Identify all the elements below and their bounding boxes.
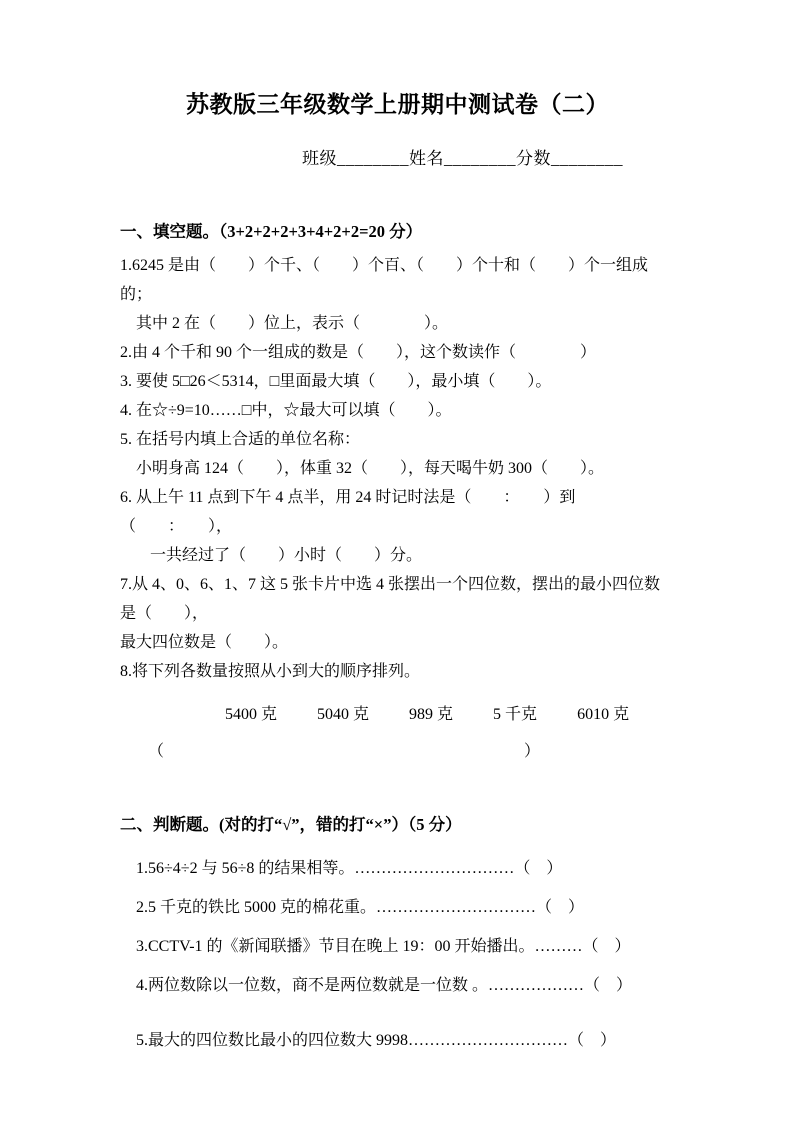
question-6-line-2: 一共经过了（ ）小时（ ）分。 xyxy=(150,547,423,564)
section2-heading: 二、判断题。(对的打“√”，错的打“×”）（5 分） xyxy=(120,815,462,834)
question-8: 8.将下列各数量按照从小到大的顺序排列。 xyxy=(120,663,421,680)
score-blank: ________ xyxy=(551,149,623,168)
question-6-line-1: 6. 从上午 11 点到下午 4 点半，用 24 时记时法是（ ： ）到（ ： ）， xyxy=(120,489,576,535)
paper-title: 苏教版三年级数学上册期中测试卷（二） xyxy=(186,92,609,117)
question-8-number-list xyxy=(225,700,675,729)
class-blank: ________ xyxy=(337,149,409,168)
q8-number: 989 克 xyxy=(409,706,454,723)
question-7-line-1: 7.从 4、0、6、1、7 这 5 张卡片中选 4 张摆出一个四位数，摆出的最小四位数是（ ）， xyxy=(120,576,661,622)
question-1-line-1: 1.6245 是由（ ）个千、（ ）个百、（ ）个十和（ ）个一组成的； xyxy=(120,257,649,303)
close-paren: ） xyxy=(523,743,540,760)
q8-number: 6010 克 xyxy=(577,706,630,723)
section1-heading: 一、填空题。（3+2+2+2+3+4+2+2=20 分） xyxy=(120,222,423,241)
class-label: 班级 xyxy=(302,149,337,168)
judge-item-3: 3.CCTV-1 的《新闻联播》节目在晚上 19：00 开始播出。………（ ） xyxy=(136,938,631,955)
question-5-line-1: 5. 在括号内填上合适的单位名称： xyxy=(120,431,361,448)
judge-item-4: 4.两位数除以一位数，商不是两位数就是一位数 。………………（ ） xyxy=(136,977,633,994)
question-3: 3. 要使 5□26＜5314，□里面最大填（ ），最小填（ ）。 xyxy=(120,373,552,390)
question-1-line-2: 其中 2 在（ ）位上，表示（ ）。 xyxy=(136,315,449,332)
question-2: 2.由 4 个千和 90 个一组成的数是（ ），这个数读作（ ） xyxy=(120,344,597,361)
judge-item-2: 2.5 千克的铁比 5000 克的棉花重。…………………………（ ） xyxy=(136,899,585,916)
question-4: 4. 在☆÷9=10……□中，☆最大可以填（ ）。 xyxy=(120,402,452,419)
q8-number: 5400 克 xyxy=(225,706,278,723)
question-8-answer-line xyxy=(148,737,540,766)
score-label: 分数 xyxy=(516,149,551,168)
name-blank: ________ xyxy=(444,149,516,168)
name-label: 姓名 xyxy=(409,149,444,168)
judge-item-1: 1.56÷4÷2 与 56÷8 的结果相等。…………………………（ ） xyxy=(136,860,563,877)
question-7-line-2: 最大四位数是（ ）。 xyxy=(120,634,289,651)
question-5-line-2: 小明身高 124（ ），体重 32（ ），每天喝牛奶 300（ ）。 xyxy=(136,460,605,477)
q8-number: 5 千克 xyxy=(493,706,538,723)
student-info-line xyxy=(302,144,675,169)
open-paren: （ xyxy=(148,743,165,760)
q8-number: 5040 克 xyxy=(317,706,370,723)
judge-item-5: 5.最大的四位数比最小的四位数大 9998…………………………（ ） xyxy=(136,1032,617,1049)
